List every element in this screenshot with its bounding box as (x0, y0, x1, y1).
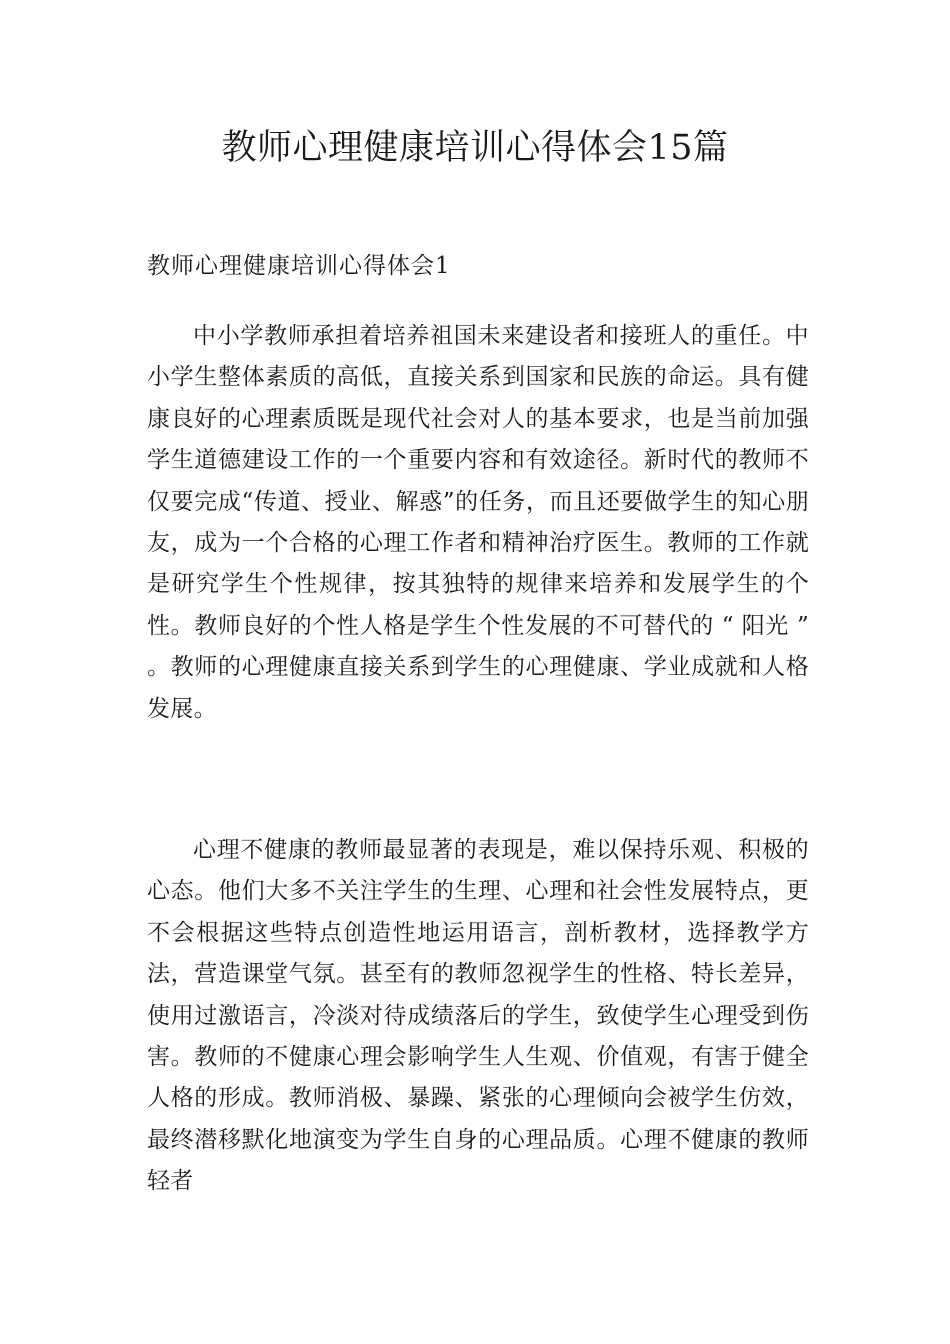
section-heading: 教师心理健康培训心得体会1 (147, 253, 451, 279)
document-title: 教师心理健康培训心得体会15篇 (221, 128, 729, 168)
body-paragraph-2: 心理不健康的教师最显著的表现是，难以保持乐观、积极的心态。他们大多不关注学生的生理、心理和社会性发展特点，更不会根据这些特点创造性地运用语言，剖析教材，选择教学方法，营造课堂气氛。甚至有的教师忽视学生的性格、特长差异，使用过激语言，冷淡对待成绩落后的学生，致使学生心理受到伤害。教师的不健康心理会影响学生人生观、价值观，有害于健全人格的形成。教师消极、暴躁、紧张的心理倾向会被学生仿效，最终潜移默化地演变为学生自身的心理品质。心理不健康的教师轻者 (147, 837, 809, 1195)
body-paragraph-1: 中小学教师承担着培养祖国未来建设者和接班人的重任。中小学生整体素质的高低，直接关系到国家和民族的命运。具有健康良好的心理素质既是现代社会对人的基本要求，也是当前加强学生道德建设工作的一个重要内容和有效途径。新时代的教师不仅要完成“传道、授业、解惑”的任务，而且还要做学生的知心朋友，成为一个合格的心理工作者和精神治疗医生。教师的工作就是研究学生个性规律，按其独特的规律来培养和发展学生的个性。教师良好的个性人格是学生个性发展的不可替代的 “ 阳光 ” 。教师的心理健康直接关系到学生的心理健康、学业成就和人格发展。 (147, 323, 809, 722)
